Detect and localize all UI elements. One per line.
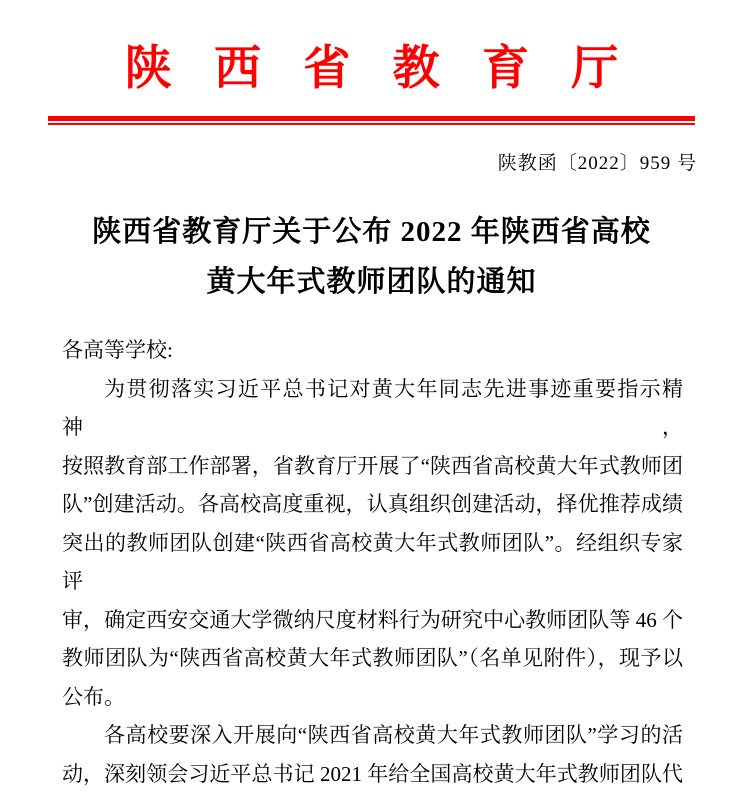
body-line: 突出的教师团队创建“陕西省高校黄大年式教师团队”。经组织专家评 bbox=[62, 524, 683, 601]
body-line: 审，确定西安交通大学微纳尺度材料行为研究中心教师团队等 46 个 bbox=[62, 601, 683, 640]
body-line: 为贯彻落实习近平总书记对黄大年同志先进事迹重要指示精神， bbox=[62, 370, 683, 447]
salutation: 各高等学校: bbox=[62, 331, 683, 370]
body-line: 动，深刻领会习近平总书记 2021 年给全国高校黄大年式教师团队代 bbox=[62, 755, 683, 793]
letterhead-agency-title: 陕 西 省 教 育 厅 bbox=[0, 38, 743, 100]
document-body bbox=[62, 331, 683, 793]
document-title bbox=[0, 207, 743, 307]
body-line: 公布。 bbox=[62, 678, 683, 717]
body-line: 队”创建活动。各高校高度重视，认真组织创建活动，择优推荐成绩 bbox=[62, 485, 683, 524]
body-line: 各高校要深入开展向“陕西省高校黄大年式教师团队”学习的活 bbox=[62, 716, 683, 755]
document-reference-number: 陕教函〔2022〕959 号 bbox=[0, 151, 697, 177]
document-title-line1: 陕西省教育厅关于公布 2022 年陕西省高校 bbox=[0, 207, 743, 257]
document-title-line2: 黄大年式教师团队的通知 bbox=[0, 257, 743, 307]
red-divider-rule bbox=[48, 116, 695, 125]
paragraphs-container bbox=[62, 370, 683, 793]
red-divider-thin-bar bbox=[48, 123, 695, 125]
body-line: 教师团队为“陕西省高校黄大年式教师团队”（名单见附件），现予以 bbox=[62, 639, 683, 678]
document-page bbox=[0, 38, 743, 750]
body-line: 按照教育部工作部署，省教育厅开展了“陕西省高校黄大年式教师团 bbox=[62, 447, 683, 486]
